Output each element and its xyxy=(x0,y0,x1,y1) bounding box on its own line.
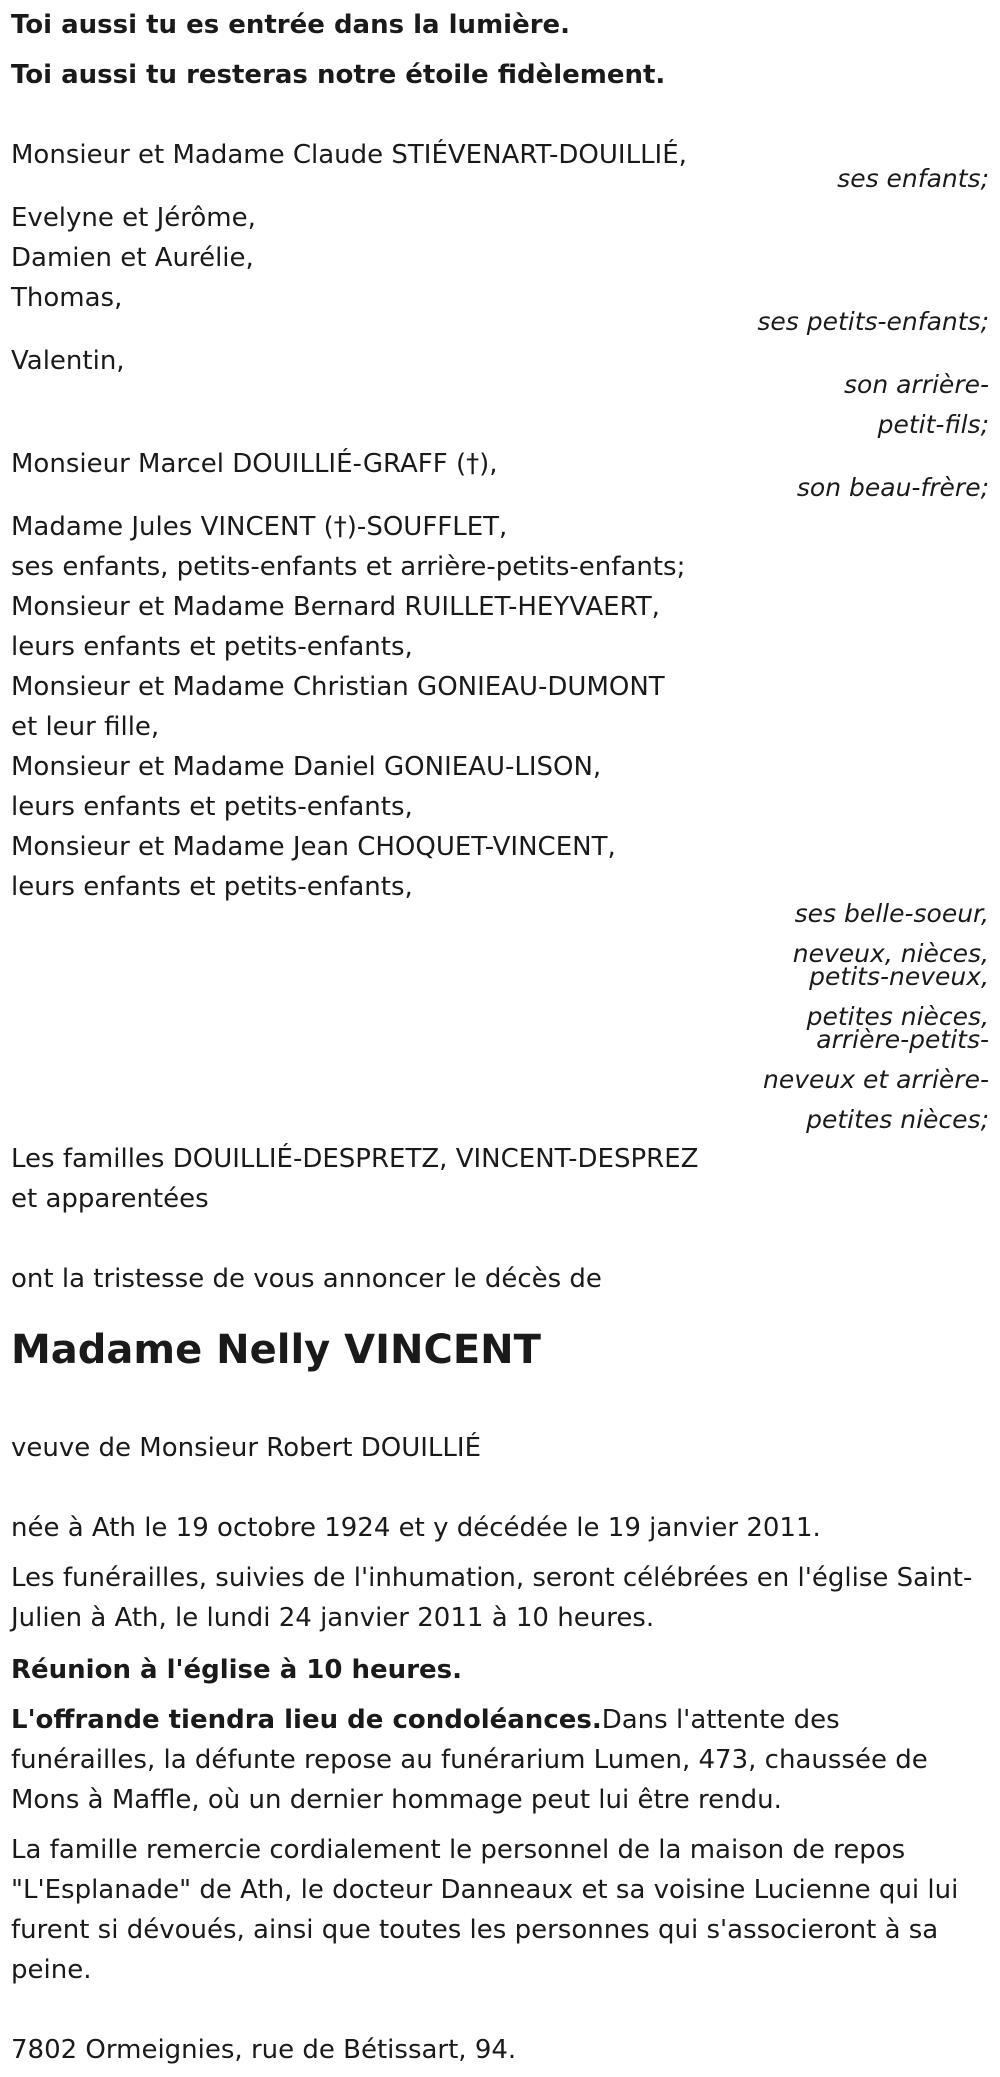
relatives-line: Madame Jules VINCENT (†)-SOUFFLET, xyxy=(11,512,508,542)
great-grandson-line: Valentin, xyxy=(11,346,125,376)
relatives-line: leurs enfants et petits-enfants, xyxy=(11,632,413,662)
relatives-line: leurs enfants et petits-enfants, xyxy=(11,792,413,822)
families-line: et apparentées xyxy=(11,1184,209,1214)
brother-in-law-role: son beau-frère; xyxy=(796,473,989,502)
relatives-line: leurs enfants et petits-enfants, xyxy=(11,872,413,902)
grandchildren-role: ses petits-enfants; xyxy=(757,307,989,336)
dates-line: née à Ath le 19 octobre 1924 et y décédée le 19 janvier 2011. xyxy=(11,1513,821,1543)
meeting-line: Réunion à l'église à 10 heures. xyxy=(11,1655,463,1685)
thanks-paragraph: La famille remercie cordialement le personnel de la maison de repos "L'Esplanade" de Ath, le docteur Danneaux et sa voisine Lucienne qui lui furent si dévoués, ainsi que toutes les personnes qui s'associeront à sa peine. xyxy=(11,1835,959,1985)
grandchild-line: Thomas, xyxy=(11,283,123,313)
grandchild-line: Evelyne et Jérôme, xyxy=(11,203,256,233)
offering-paragraph xyxy=(11,1700,986,1820)
parents-role: ses enfants; xyxy=(837,164,989,193)
relatives-role: petites nièces, xyxy=(806,1002,989,1031)
brother-in-law-line: Monsieur Marcel DOUILLIÉ-GRAFF (†), xyxy=(11,449,498,479)
widow-line: veuve de Monsieur Robert DOUILLIÉ xyxy=(11,1433,481,1463)
relatives-line: Monsieur et Madame Jean CHOQUET-VINCENT, xyxy=(11,832,616,862)
relatives-role: neveux, nièces, xyxy=(792,939,989,968)
parents-line: Monsieur et Madame Claude STIÉVENART-DOUILLIÉ, xyxy=(11,140,687,170)
poem-line-1: Toi aussi tu es entrée dans la lumière. xyxy=(11,10,571,40)
great-grandson-role: petit-fils; xyxy=(877,410,989,439)
relatives-role: arrière-petits- xyxy=(816,1025,989,1054)
relatives-role: neveux et arrière- xyxy=(762,1065,989,1094)
relatives-line: Monsieur et Madame Daniel GONIEAU-LISON, xyxy=(11,752,602,782)
address-line: 7802 Ormeignies, rue de Bétissart, 94. xyxy=(11,2035,517,2065)
deceased-name: Madame Nelly VINCENT xyxy=(11,1327,541,1373)
relatives-line: ses enfants, petits-enfants et arrière-petits-enfants; xyxy=(11,552,686,582)
poem-line-2: Toi aussi tu resteras notre étoile fidèlement. xyxy=(11,60,666,90)
grandchild-line: Damien et Aurélie, xyxy=(11,243,254,273)
great-grandson-role: son arrière- xyxy=(844,370,989,399)
offering-bold: L'offrande tiendra lieu de condoléances. xyxy=(11,1705,602,1735)
relatives-role: ses belle-soeur, xyxy=(794,899,989,928)
families-line: Les familles DOUILLIÉ-DESPRETZ, VINCENT-DESPREZ xyxy=(11,1144,699,1174)
relatives-line: Monsieur et Madame Bernard RUILLET-HEYVAERT, xyxy=(11,592,660,622)
relatives-role: petites nièces; xyxy=(806,1105,989,1134)
funeral-paragraph: Les funérailles, suivies de l'inhumation, seront célébrées en l'église Saint-Julien à Ath, le lundi 24 janvier 2011 à 10 heures. xyxy=(11,1563,973,1633)
relatives-line: Monsieur et Madame Christian GONIEAU-DUMONT xyxy=(11,672,665,702)
relatives-role: petits-neveux, xyxy=(809,962,989,991)
relatives-line: et leur fille, xyxy=(11,712,160,742)
offering-text: Dans l'attente des funérailles, la défunte repose au funérarium Lumen, 473, chaussée de Mons à Maffle, où un dernier hommage peut lui être rendu. xyxy=(11,1705,928,1815)
announcement-intro: ont la tristesse de vous annoncer le décès de xyxy=(11,1264,602,1294)
